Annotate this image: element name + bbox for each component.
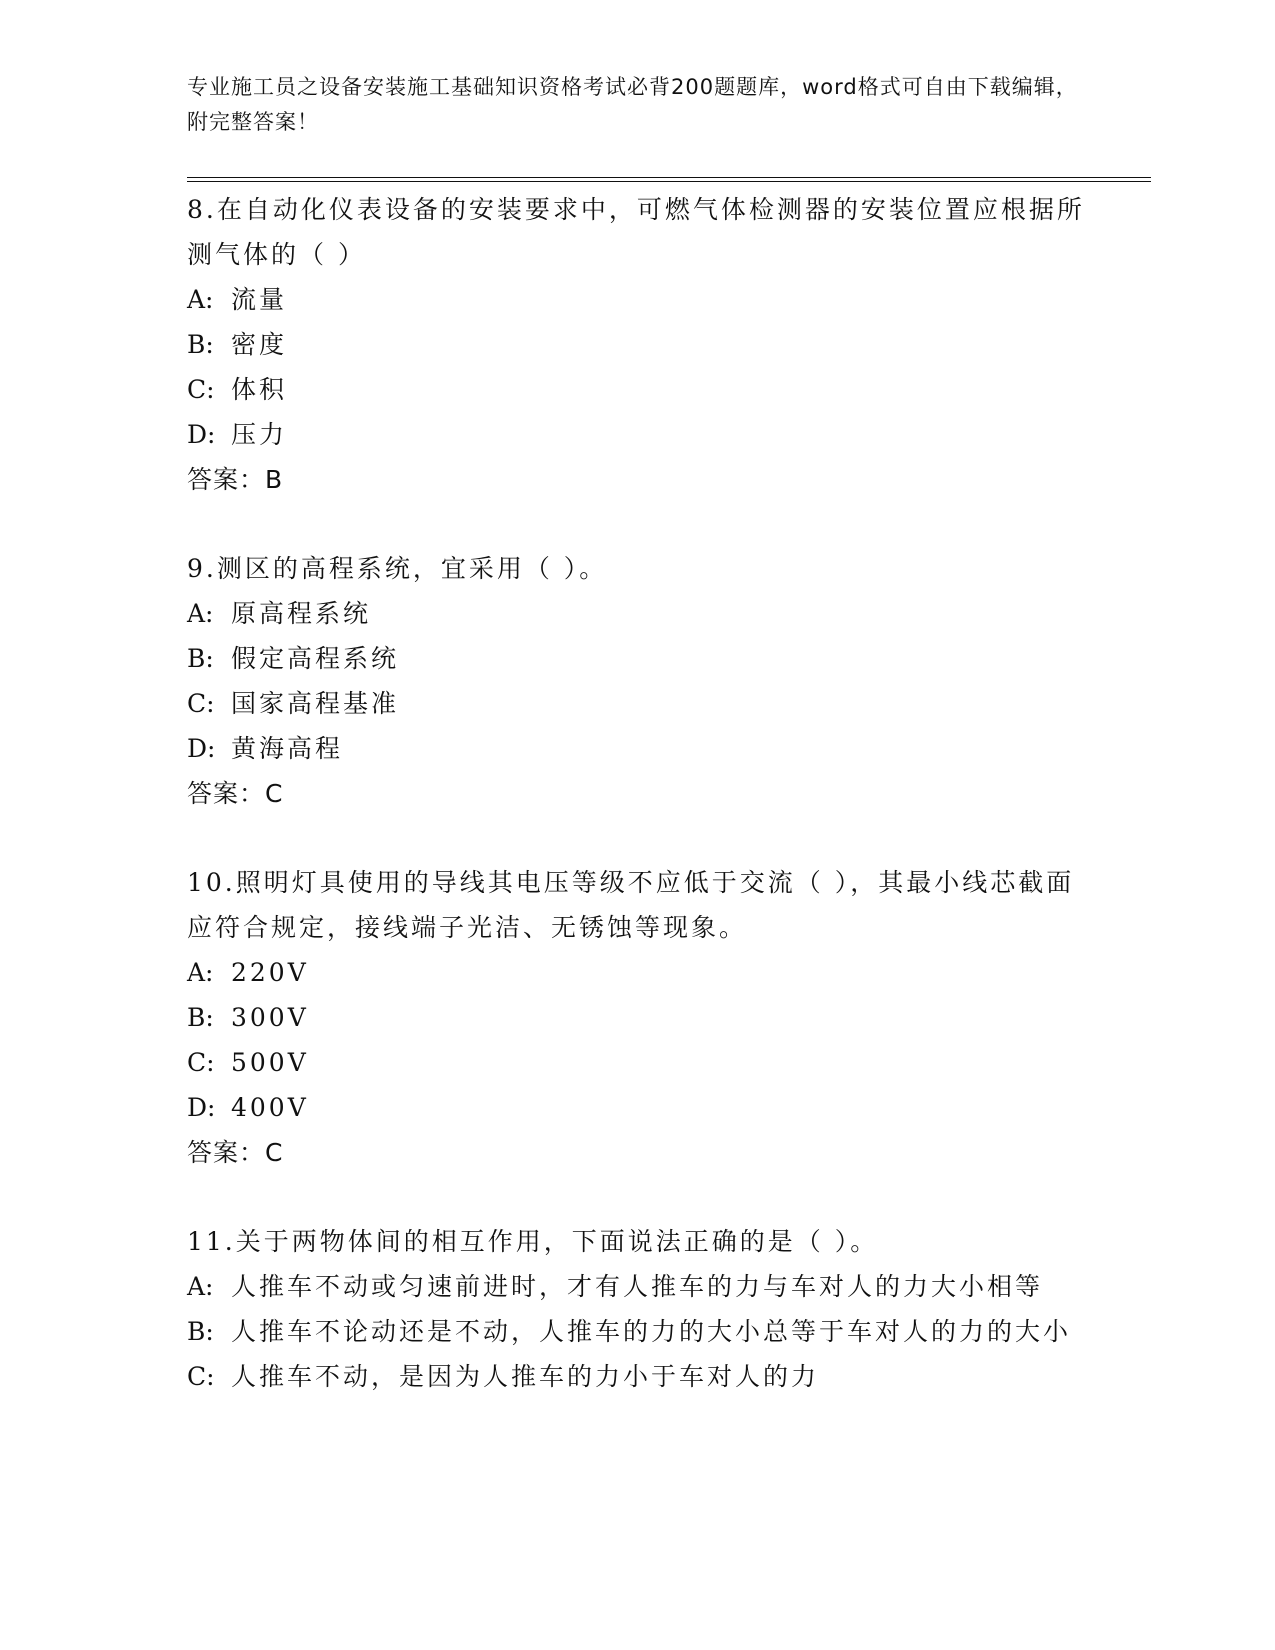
option-text: 压力 [231, 420, 288, 449]
option-text: 流量 [231, 285, 288, 314]
option-a [187, 591, 1087, 636]
option-label: B: [187, 1317, 214, 1346]
option-text: 220V [231, 958, 309, 987]
question-stem: 9.测区的高程系统，宜采用（ ）。 [187, 554, 608, 583]
question-stem: 8.在自动化仪表设备的安装要求中，可燃气体检测器的安装位置应根据所测气体的（ ） [187, 195, 1085, 269]
option-text: 原高程系统 [231, 599, 372, 628]
option-d [187, 726, 1087, 771]
option-a [187, 950, 1087, 995]
option-text: 300V [231, 1003, 309, 1032]
option-label: D: [187, 734, 216, 763]
option-text: 500V [231, 1048, 309, 1077]
answer-text: 答案：C [187, 1138, 284, 1167]
question-list [187, 187, 1087, 1443]
option-text: 假定高程系统 [231, 644, 400, 673]
option-text: 黄海高程 [231, 734, 344, 763]
option-label: A: [187, 958, 214, 987]
option-label: D: [187, 1093, 216, 1122]
option-label: B: [187, 330, 214, 359]
header-rule-bottom [187, 181, 1151, 182]
option-a [187, 1264, 1087, 1309]
option-label: B: [187, 644, 214, 673]
option-label: B: [187, 1003, 214, 1032]
option-label: C: [187, 689, 215, 718]
option-text: 人推车不动或匀速前进时，才有人推车的力与车对人的力大小相等 [231, 1272, 1044, 1301]
option-text: 国家高程基准 [231, 689, 400, 718]
option-label: A: [187, 599, 214, 628]
option-text: 密度 [231, 330, 288, 359]
answer-text: 答案：C [187, 779, 284, 808]
question-stem: 10.照明灯具使用的导线其电压等级不应低于交流（ ），其最小线芯截面应符合规定，接线端子光洁、无锈蚀等现象。 [187, 868, 1075, 942]
option-label: C: [187, 375, 215, 404]
question-8 [187, 187, 1087, 502]
answer-text: 答案：B [187, 465, 284, 494]
question-9 [187, 546, 1087, 816]
option-label: D: [187, 420, 216, 449]
option-b [187, 322, 1087, 367]
option-c [187, 1040, 1087, 1085]
option-b [187, 636, 1087, 681]
option-c [187, 1354, 1087, 1399]
header-rule-top [187, 177, 1151, 178]
option-c [187, 681, 1087, 726]
option-label: C: [187, 1362, 215, 1391]
option-d [187, 412, 1087, 457]
option-label: A: [187, 285, 214, 314]
question-11 [187, 1219, 1087, 1399]
option-text: 400V [231, 1093, 309, 1122]
question-stem: 11.关于两物体间的相互作用，下面说法正确的是（ ）。 [187, 1227, 879, 1256]
option-a [187, 277, 1087, 322]
header-text: 专业施工员之设备安装施工基础知识资格考试必背200题题库，word格式可自由下载编辑，附完整答案！ [187, 75, 1078, 134]
option-text: 体积 [231, 375, 288, 404]
option-c [187, 367, 1087, 412]
option-d [187, 1085, 1087, 1130]
option-label: C: [187, 1048, 215, 1077]
option-label: A: [187, 1272, 214, 1301]
document-header [187, 70, 1087, 140]
option-text: 人推车不动，是因为人推车的力小于车对人的力 [231, 1362, 820, 1391]
question-10 [187, 860, 1087, 1175]
option-b [187, 995, 1087, 1040]
option-b [187, 1309, 1087, 1354]
option-text: 人推车不论动还是不动，人推车的力的大小总等于车对人的力的大小 [231, 1317, 1072, 1346]
